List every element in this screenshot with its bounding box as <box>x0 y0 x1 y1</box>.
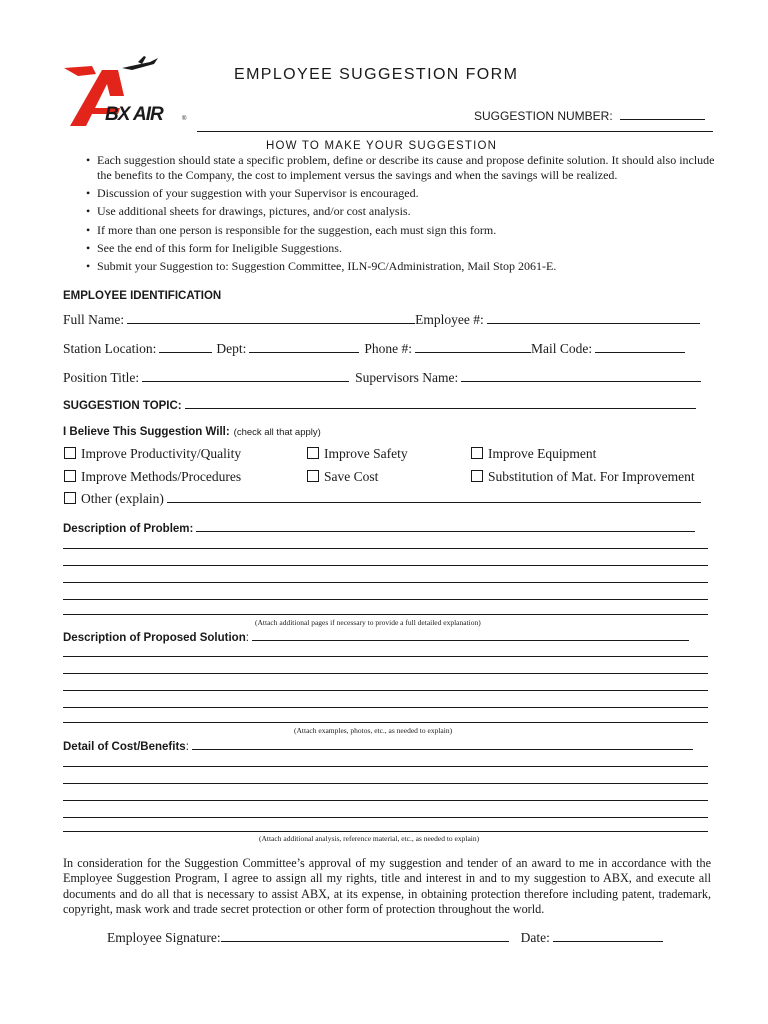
problem-line[interactable] <box>63 614 708 615</box>
option-label: Other (explain) <box>81 491 164 506</box>
how-to-heading: HOW TO MAKE YOUR SUGGESTION <box>266 140 498 152</box>
abx-air-logo <box>62 56 194 128</box>
supervisors-name-input[interactable] <box>461 369 701 382</box>
how-to-list <box>86 153 716 277</box>
logo-text: BX AIR <box>105 104 163 125</box>
option-safety[interactable] <box>307 446 408 462</box>
cost-line[interactable] <box>63 800 708 801</box>
position-title-input[interactable] <box>142 369 349 382</box>
problem-label: Description of Problem: <box>63 523 194 535</box>
employee-number-label: Employee #: <box>415 312 484 327</box>
employee-identification-heading: EMPLOYEE IDENTIFICATION <box>63 290 222 302</box>
checkbox[interactable] <box>307 470 319 482</box>
dept-input[interactable] <box>249 340 359 353</box>
cost-line[interactable] <box>63 766 708 767</box>
station-location-label: Station Location: <box>63 341 157 356</box>
cost-line[interactable] <box>63 817 708 818</box>
option-save-cost[interactable] <box>307 469 378 485</box>
position-title-label: Position Title: <box>63 370 140 385</box>
problem-input[interactable] <box>196 519 695 532</box>
problem-line[interactable] <box>63 599 708 600</box>
list-item: • Use additional sheets for drawings, pictures, and/or cost analysis. <box>86 204 716 219</box>
option-label: Improve Methods/Procedures <box>81 469 242 484</box>
believe-heading <box>63 422 321 440</box>
believe-note: (check all that apply) <box>233 427 321 438</box>
checkbox[interactable] <box>471 447 483 459</box>
option-label: Save Cost <box>324 469 379 484</box>
list-item: • Each suggestion should state a specific problem, define or describe its cause and propose definite solution. It should also include the benefits to the Company, the cost to implement versus the savings and when the savings will be realized. <box>86 153 716 183</box>
option-label: Improve Equipment <box>488 446 597 461</box>
consideration-paragraph: In consideration for the Suggestion Committee’s approval of my suggestion and tender of an award to me in accordance with the Employee Suggestion Program, I agree to assign all my rights, title and interest in and to my suggestion to ABX, and execute all documents and do all that is necessary to assist ABX, at its expense, in obtaining protection therefore including patent, trademark, copyright, mask work and trade secret protection or other form of protection throughout the world. <box>63 856 711 916</box>
position-row <box>63 369 701 386</box>
header-divider <box>197 131 713 132</box>
cost-row <box>63 737 693 754</box>
cost-line[interactable] <box>63 831 708 832</box>
other-explain-input[interactable] <box>167 490 701 503</box>
checkbox[interactable] <box>307 447 319 459</box>
suggestion-topic-row <box>63 396 696 413</box>
option-other[interactable] <box>64 490 701 507</box>
full-name-row <box>63 311 700 328</box>
station-row <box>63 340 685 357</box>
believe-label: I Believe This Suggestion Will: <box>63 426 230 438</box>
supervisors-name-label: Supervisors Name: <box>355 370 459 385</box>
option-substitution[interactable] <box>471 469 695 485</box>
form-title: EMPLOYEE SUGGESTION FORM <box>234 66 519 83</box>
phone-label: Phone #: <box>364 341 413 356</box>
cost-input[interactable] <box>192 737 693 750</box>
dept-label: Dept: <box>216 341 247 356</box>
option-label: Improve Safety <box>324 446 408 461</box>
checkbox[interactable] <box>64 447 76 459</box>
suggestion-topic-input[interactable] <box>185 396 696 409</box>
checkbox[interactable] <box>64 470 76 482</box>
phone-input[interactable] <box>415 340 531 353</box>
solution-line[interactable] <box>63 656 708 657</box>
solution-row <box>63 628 689 645</box>
solution-line[interactable] <box>63 707 708 708</box>
cost-label: Detail of Cost/Benefits <box>63 741 186 753</box>
solution-colon: : <box>245 632 249 644</box>
suggestion-topic-label: SUGGESTION TOPIC: <box>63 400 182 412</box>
option-methods[interactable] <box>64 469 241 485</box>
list-item: • Discussion of your suggestion with your Supervisor is encouraged. <box>86 186 716 201</box>
signature-row <box>107 929 663 946</box>
solution-line[interactable] <box>63 722 708 723</box>
full-name-label: Full Name: <box>63 312 125 327</box>
option-equipment[interactable] <box>471 446 596 462</box>
cost-colon: : <box>185 741 189 753</box>
signature-label: Employee Signature: <box>107 930 221 945</box>
logo-registered-mark: ® <box>182 116 187 122</box>
checkbox[interactable] <box>64 492 76 504</box>
mail-code-input[interactable] <box>595 340 685 353</box>
list-item: • See the end of this form for Ineligible Suggestions. <box>86 241 716 256</box>
option-productivity[interactable] <box>64 446 241 462</box>
checkbox[interactable] <box>471 470 483 482</box>
mail-code-label: Mail Code: <box>531 341 593 356</box>
solution-note: (Attach examples, photos, etc., as needed to explain) <box>294 726 453 735</box>
problem-line[interactable] <box>63 548 708 549</box>
date-label: Date: <box>520 930 550 945</box>
problem-line[interactable] <box>63 582 708 583</box>
cost-line[interactable] <box>63 783 708 784</box>
solution-label: Description of Proposed Solution <box>63 632 246 644</box>
problem-note: (Attach additional pages if necessary to provide a full detailed explanation) <box>255 618 481 627</box>
station-location-input[interactable] <box>159 340 212 353</box>
solution-line[interactable] <box>63 673 708 674</box>
option-label: Improve Productivity/Quality <box>81 446 242 461</box>
solution-input[interactable] <box>252 628 689 641</box>
option-label: Substitution of Mat. For Improvement <box>488 469 695 484</box>
employee-number-input[interactable] <box>487 311 700 324</box>
problem-line[interactable] <box>63 565 708 566</box>
list-item: • Submit your Suggestion to: Suggestion Committee, ILN-9C/Administration, Mail Stop 2061-E. <box>86 259 716 274</box>
problem-row <box>63 519 695 536</box>
full-name-input[interactable] <box>127 311 415 324</box>
suggestion-number-label: SUGGESTION NUMBER: <box>474 109 613 123</box>
solution-line[interactable] <box>63 690 708 691</box>
suggestion-number-input[interactable] <box>620 107 705 120</box>
date-input[interactable] <box>553 929 663 942</box>
list-item: • If more than one person is responsible for the suggestion, each must sign this form. <box>86 223 716 238</box>
suggestion-number-field <box>474 107 705 123</box>
cost-note: (Attach additional analysis, reference material, etc., as needed to explain) <box>259 834 480 843</box>
signature-input[interactable] <box>221 929 509 942</box>
